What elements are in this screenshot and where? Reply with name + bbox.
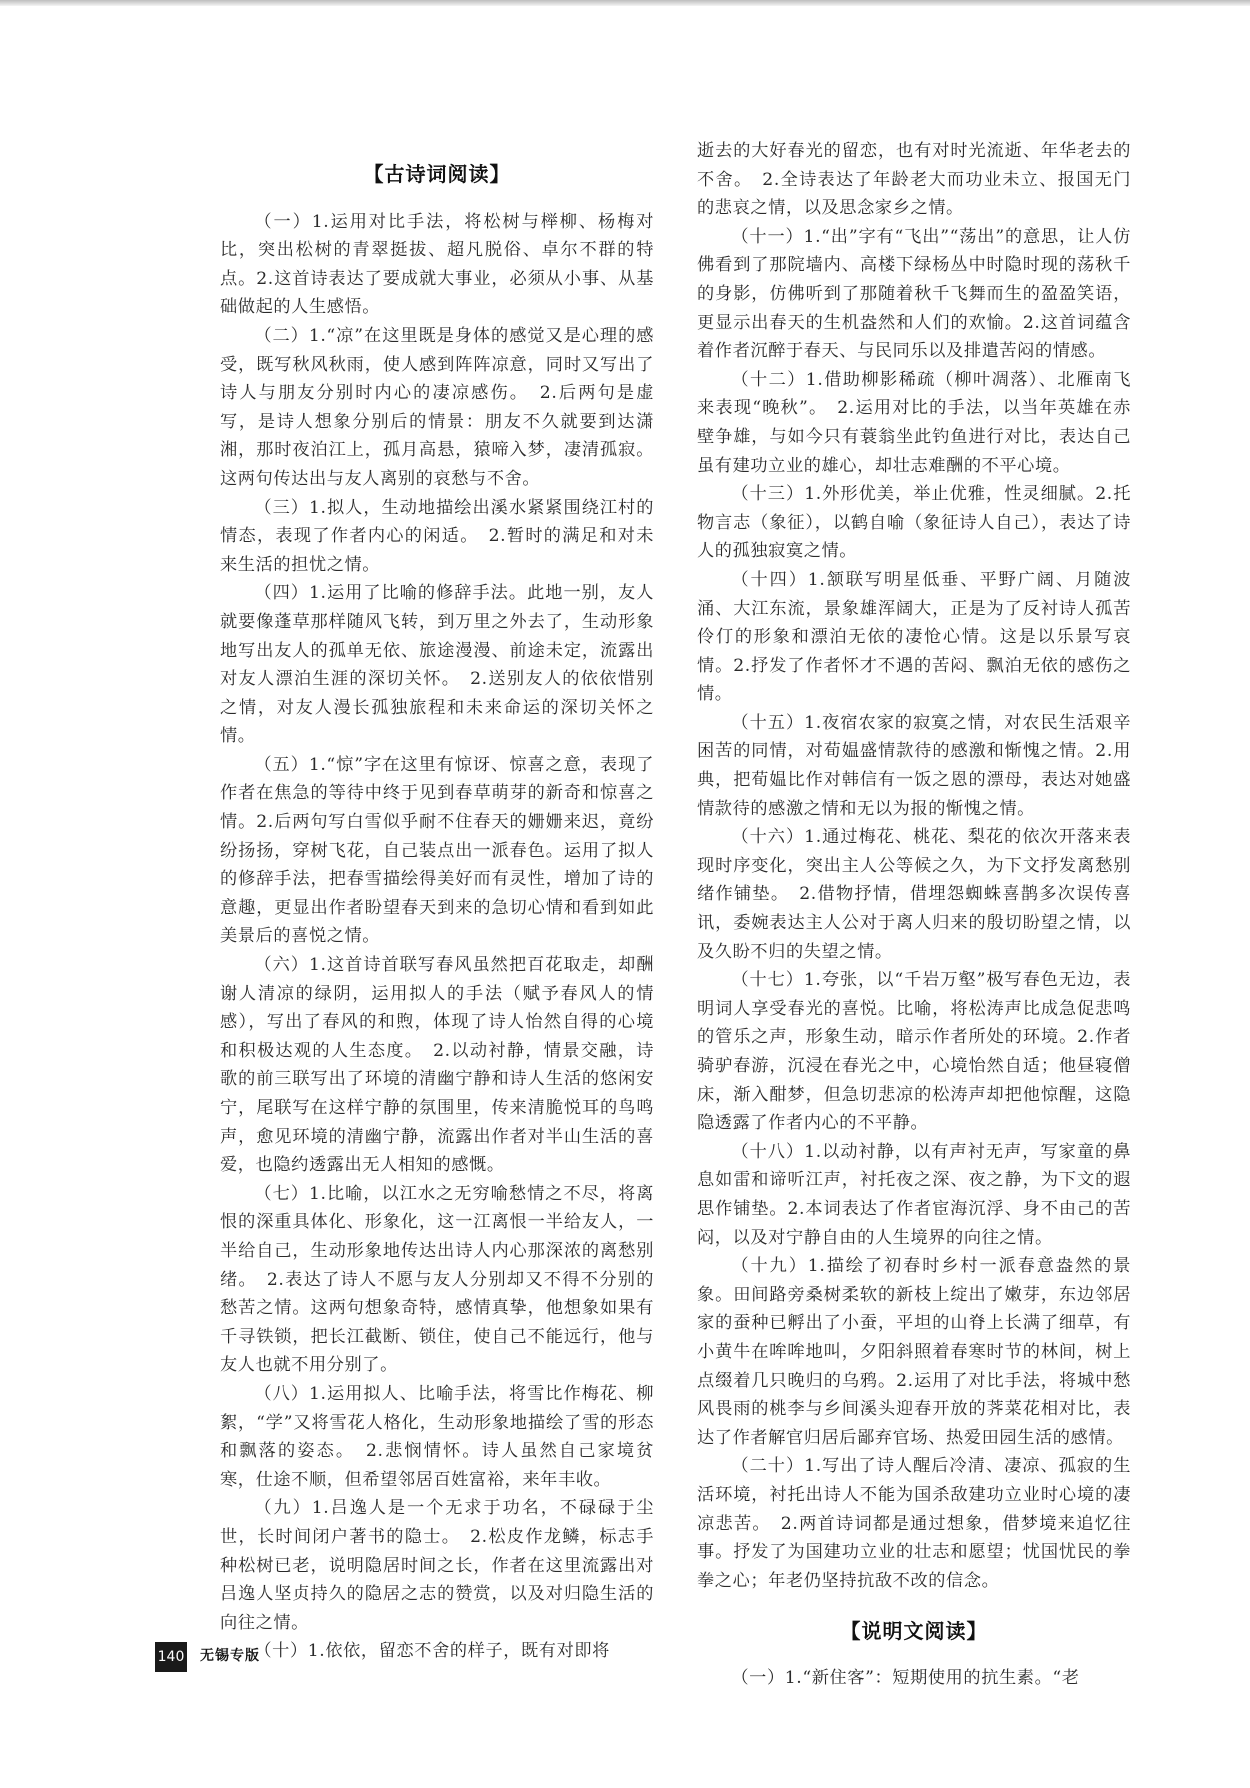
- answer-item-13: （十三）1.外形优美，举止优雅，性灵细腻。2.托物言志（象征），以鹤自喻（象征诗人自己），表达了诗人的孤独寂寞之情。: [697, 484, 1131, 562]
- answer-item-5: （五）1.“惊”字在这里有惊讶、惊喜之意，表现了作者在焦急的等待中终于见到春草萌芽的新奇和惊喜之情。2.后两句写白雪似乎耐不住春天的姗姗来迟，竟纷纷扬扬，穿树飞花，自己装点出一派春色。运用了拟人的修辞手法，把春雪描绘得美好而有灵性，增加了诗的意趣，更显出作者盼望春天到来的急切心情和看到如此美景后的喜悦之情。: [220, 754, 654, 947]
- answer-item-3: （三）1.拟人，生动地描绘出溪水紧紧围绕江村的情态，表现了作者内心的闲适。 2.暂时的满足和对未来生活的担忧之情。: [220, 497, 654, 575]
- answer-item-10-start: （十）1.依依，留恋不舍的样子，既有对即将: [254, 1641, 610, 1662]
- answer-item-9: （九）1.吕逸人是一个无求于功名，不碌碌于尘世，长时间闭户著书的隐士。 2.松皮作龙鳞，标志手种松树已老，说明隐居时间之长，作者在这里流露出对吕逸人坚贞持久的隐居之志的赞赏，以及对归隐生活的向往之情。: [220, 1498, 654, 1633]
- expository-section-title: 【说明文阅读】: [840, 1619, 988, 1644]
- edition-label: 无锡专版: [200, 1648, 260, 1664]
- page-number: 140: [155, 1642, 187, 1672]
- poetry-section-title: 【古诗词阅读】: [363, 162, 511, 186]
- answer-item-20: （二十）1.写出了诗人醒后冷清、凄凉、孤寂的生活环境，衬托出诗人不能为国杀敌建功立业时心境的凄凉悲苦。 2.两首诗词都是通过想象，借梦境来追忆往事。抒发了为国建功立业的壮志和愿望；忧国忧民的拳拳之心；年老仍坚持抗敌不改的信念。: [697, 1456, 1131, 1591]
- expository-answer-1: （一）1.“新住客”：短期使用的抗生素。“老: [731, 1667, 1080, 1688]
- left-column: [220, 0, 654, 1666]
- answer-item-16: （十六）1.通过梅花、桃花、梨花的依次开落来表现时序变化，突出主人公等候之久，为下文抒发离愁别绪作铺垫。 2.借物抒情，借埋怨蜘蛛喜鹊多次误传喜讯，委婉表达主人公对于离人归来的殷切盼望之情，以及久盼不归的失望之情。: [697, 827, 1131, 962]
- answer-item-10-continued: 逝去的大好春光的留恋，也有对时光流逝、年华老去的不舍。 2.全诗表达了年龄老大而功业未立、报国无门的悲哀之情，以及思念家乡之情。: [697, 141, 1131, 219]
- answer-item-7: （七）1.比喻，以江水之无穷喻愁情之不尽，将离恨的深重具体化、形象化，这一江离恨一半给友人，一半给自己，生动形象地传达出诗人内心那深浓的离愁别绪。 2.表达了诗人不愿与友人分别却又不得不分别的愁苦之情。这两句想象奇特，感情真挚，他想象如果有千寻铁锁，把长江截断、锁住，使自己不能远行，他与友人也就不用分别了。: [220, 1183, 654, 1376]
- answer-item-2: （二）1.“凉”在这里既是身体的感觉又是心理的感受，既写秋风秋雨，使人感到阵阵凉意，同时又写出了诗人与朋友分别时内心的凄凉感伤。 2.后两句是虚写，是诗人想象分别后的情景：朋友不久就要到达潇湘，那时夜泊江上，孤月高悬，猿啼入梦，凄清孤寂。这两句传达出与友人离别的哀愁与不舍。: [220, 325, 654, 489]
- answer-item-19: （十九）1.描绘了初春时乡村一派春意盎然的景象。田间路旁桑树柔软的新枝上绽出了嫩芽，东边邻居家的蚕种已孵出了小蚕，平坦的山脊上长满了细草，有小黄牛在哞哞地叫，夕阳斜照着春寒时节的林间，树上点缀着几只晚归的乌鸦。2.运用了对比手法，将城中愁风畏雨的桃李与乡间溪头迎春开放的荠菜花相对比，表达了作者解官归居后鄙弃官场、热爱田园生活的感情。: [697, 1256, 1131, 1448]
- answer-item-15: （十五）1.夜宿农家的寂寞之情，对农民生活艰辛困苦的同情，对荀媪盛情款待的感激和惭愧之情。2.用典，把荀媪比作对韩信有一饭之恩的漂母，表达对她盛情款待的感激之情和无以为报的惭愧之情。: [697, 712, 1131, 819]
- answer-item-18: （十八）1.以动衬静，以有声衬无声，写家童的鼻息如雷和谛听江声，衬托夜之深、夜之静，为下文的遐思作铺垫。2.本词表达了作者宦海沉浮、身不由己的苦闷，以及对宁静自由的人生境界的向往之情。: [697, 1141, 1131, 1248]
- answer-item-6: （六）1.这首诗首联写春风虽然把百花取走，却酬谢人清凉的绿阴，运用拟人的手法（赋予春风人的情感），写出了春风的和煦，体现了诗人怡然自得的心境和积极达观的人生态度。 2.以动衬静，情景交融，诗歌的前三联写出了环境的清幽宁静和诗人生活的悠闲安宁，尾联写在这样宁静的氛围里，传来清脆悦耳的鸟鸣声，愈见环境的清幽宁静，流露出作者对半山生活的喜爱，也隐约透露出无人相知的感慨。: [220, 955, 654, 1176]
- answer-item-4: （四）1.运用了比喻的修辞手法。此地一别，友人就要像蓬草那样随风飞转，到万里之外去了，生动形象地写出友人的孤单无依、旅途漫漫、前途未定，流露出对友人漂泊生涯的深切关怀。 2.送别友人的依依惜别之情，对友人漫长孤独旅程和未来命运的深切关怀之情。: [220, 583, 654, 747]
- right-column: [697, 0, 1131, 1692]
- answer-item-11: （十一）1.“出”字有“飞出”“荡出”的意思，让人仿佛看到了那院墙内、高楼下绿杨丛中时隐时现的荡秋千的身影，仿佛听到了那随着秋千飞舞而生的盈盈笑语，更显示出春天的生机盎然和人们的欢愉。2.这首词蕴含着作者沉醉于春天、与民同乐以及排遣苦闷的情感。: [697, 226, 1131, 362]
- answer-item-1: （一）1.运用对比手法，将松树与榉柳、杨梅对比，突出松树的青翠挺拔、超凡脱俗、卓尔不群的特点。2.这首诗表达了要成就大事业，必须从小事、从基础做起的人生感悟。: [220, 211, 654, 318]
- answer-item-12: （十二）1.借助柳影稀疏（柳叶凋落）、北雁南飞来表现“晚秋”。 2.运用对比的手法，以当年英雄在赤壁争雄，与如今只有蓑翁坐此钓鱼进行对比，表达自己虽有建功立业的雄心，却壮志难酬的不平心境。: [697, 369, 1131, 476]
- answer-item-17: （十七）1.夸张，以“千岩万壑”极写春色无边，表明词人享受春光的喜悦。比喻，将松涛声比成急促悲鸣的管乐之声，形象生动，暗示作者所处的环境。2.作者骑驴春游，沉浸在春光之中，心境怡然自适；他昼寝僧床，渐入酣梦，但急切悲凉的松涛声却把他惊醒，这隐隐透露了作者内心的不平静。: [697, 970, 1131, 1134]
- answer-item-8: （八）1.运用拟人、比喻手法，将雪比作梅花、柳絮，“学”又将雪花人格化，生动形象地描绘了雪的形态和飘落的姿态。 2.悲悯情怀。诗人虽然自己家境贫寒，仕途不顺，但希望邻居百姓富裕，来年丰收。: [220, 1383, 654, 1490]
- answer-item-14: （十四）1.颔联写明星低垂、平野广阔、月随波涌、大江东流，景象雄浑阔大，正是为了反衬诗人孤苦伶仃的形象和漂泊无依的凄怆心情。这是以乐景写哀情。2.抒发了作者怀才不遇的苦闷、飘泊无依的感伤之情。: [697, 569, 1131, 705]
